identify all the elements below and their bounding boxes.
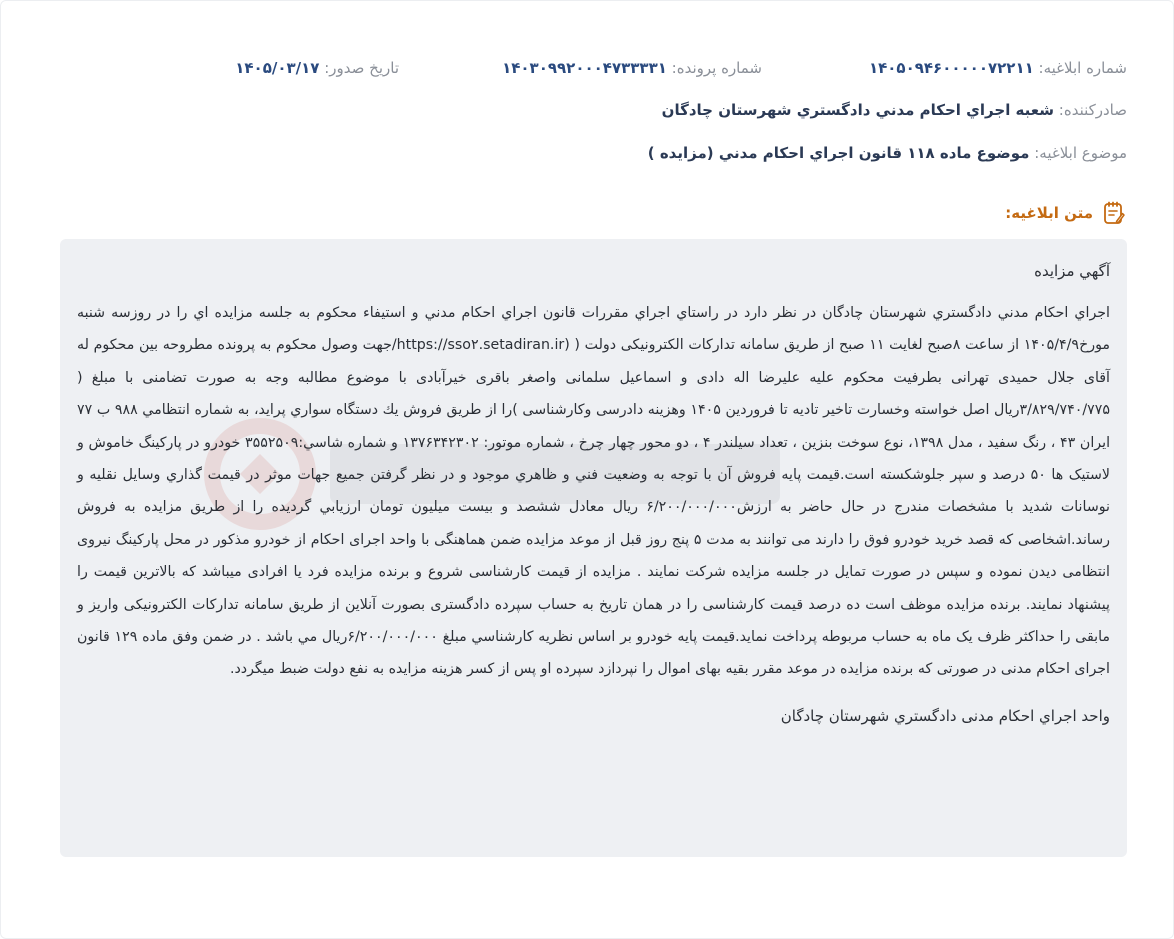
issue-date xyxy=(235,57,399,79)
notice-signature: واحد اجراي احکام مدنی دادگستري شهرستان چادگان xyxy=(780,706,1110,725)
subject-label: موضوع ابلاغیه: xyxy=(1034,144,1127,162)
issue-date-value: ۱۴۰۵/۰۳/۱۷ xyxy=(235,59,320,77)
notice-text-label: متن ابلاغیه: xyxy=(1005,204,1093,222)
notice-text-heading xyxy=(1005,200,1127,226)
case-number-label: شماره پرونده: xyxy=(671,59,762,77)
subject-value: موضوع ماده ۱۱۸ قانون اجراي احکام مدني (مزايده ) xyxy=(647,144,1030,162)
notice-number-value: ۱۴۰۵۰۹۴۶۰۰۰۰۰۷۲۲۱۱ xyxy=(868,59,1034,77)
notice-content-box xyxy=(60,239,1127,857)
notice-number-label: شماره ابلاغیه: xyxy=(1038,59,1127,77)
issuer-label: صادرکننده: xyxy=(1058,101,1127,119)
notice-number xyxy=(869,57,1127,79)
subject-row xyxy=(47,142,1127,164)
notice-body: اجراي احکام مدني دادگستري شهرستان چادگان در نظر دارد در راستاي اجراي مقررات قانون اجراي احکام مدني و استيفاء محکوم به جلسه مزايده اي را در روزسه شنبه مورخ۱۴۰۵/۴/۹ از ساعت ۸صبح لغایت ۱۱ صبح از طریق سامانه تدارکات الکترونیکی دولت ( (https://sso۲.setadiran.ir/جهت وصول محکوم به پرونده مطروحه بین محکوم له آقای جلال حمیدی تهرانی بطرفیت محکوم علیه علیرضا اله دادی و اسماعیل سلمانی واصغر باقری خیرآبادی با موضوع مطالبه وجه به صورت تضامنی با مبلغ ( ۳/۸۲۹/۷۴۰/۷۷۵ریال اصل خواسته وخسارت تاخیر تادیه تا فروردین ۱۴۰۵ وهزینه دادرسی وکارشناسی )را از طريق فروش يك دستگاه سواري پرايد، به شماره انتظامي ۹۸۸ ب ۷۷ ايران ۴۳ ، رنگ سفيد ، مدل ۱۳۹۸، نوع سوخت بنزين ، تعداد سيلندر ۴ ، دو محور چهار چرخ ، شماره موتور: ۱۳۷۶۳۴۲۳۰۲ و شماره شاسي:۳۵۵۲۵۰۹ خودرو در پارکینگ خاموش و لاستیک ها ۵۰ درصد و سپر جلوشکسته است.قیمت پایه فروش آن با توجه به وضعيت فني و ظاهري موجود و در نظر گرفتن جميع جهات موثر در قيمت گذاري وسايل نقليه و نوسانات شديد با مشخصات مندرج در حال حاضر به ارزش۶/۲۰۰/۰۰۰/۰۰۰ ريال معادل ششصد و بيست ميليون تومان ارزيابي گرديده را از طريق مزايده به فروش رساند.اشخاصی که قصد خرید خودرو فوق را دارند می توانند به مدت ۵ پنج روز قبل از موعد مزایده ضمن هماهنگی با واحد اجرای احکام از خودرو مذکور در محل پارکینگ نیروی انتظامی دیدن نموده و سپس در صورت تمایل در جلسه مزایده شرکت نمایند . مزایده از قیمت کارشناسی شروع و برنده مزایده فرد یا افرادی میباشد که بالاترین قیمت را پیشنهاد نمایند. برنده مزایده موظف است ده درصد قیمت کارشناسی را در همان تاریخ به حساب سپرده دادگستری بصورت آنلاین از طریق سامانه تدارکات الکترونیکی واریز و مابقی را حداکثر ظرف یک ماه به حساب مربوطه پرداخت نماید.قیمت پایه خودرو بر اساس نظریه کارشناسي مبلغ ۶/۲۰۰/۰۰۰/۰۰۰ریال مي باشد . در ضمن وفق ماده ۱۲۹ قانون اجرای احکام مدنی در صورتی که برنده مزایده در موعد مقرر بقیه بهای اموال را نپردازد سپرده او پس از کسر هزینه مزایده به نفع دولت ضبط میگردد. xyxy=(77,305,1111,678)
case-number xyxy=(502,57,762,79)
case-number-value: ۱۴۰۳۰۹۹۲۰۰۰۴۷۳۳۳۳۱ xyxy=(502,59,667,77)
notice-title: آگهي مزايده xyxy=(1034,262,1110,280)
document-text-icon xyxy=(1101,200,1127,226)
issue-date-label: تاریخ صدور: xyxy=(324,59,399,77)
issuer-row xyxy=(47,99,1127,121)
issuer-value: شعبه اجراي احکام مدني دادگستري شهرستان چادگان xyxy=(661,101,1054,119)
